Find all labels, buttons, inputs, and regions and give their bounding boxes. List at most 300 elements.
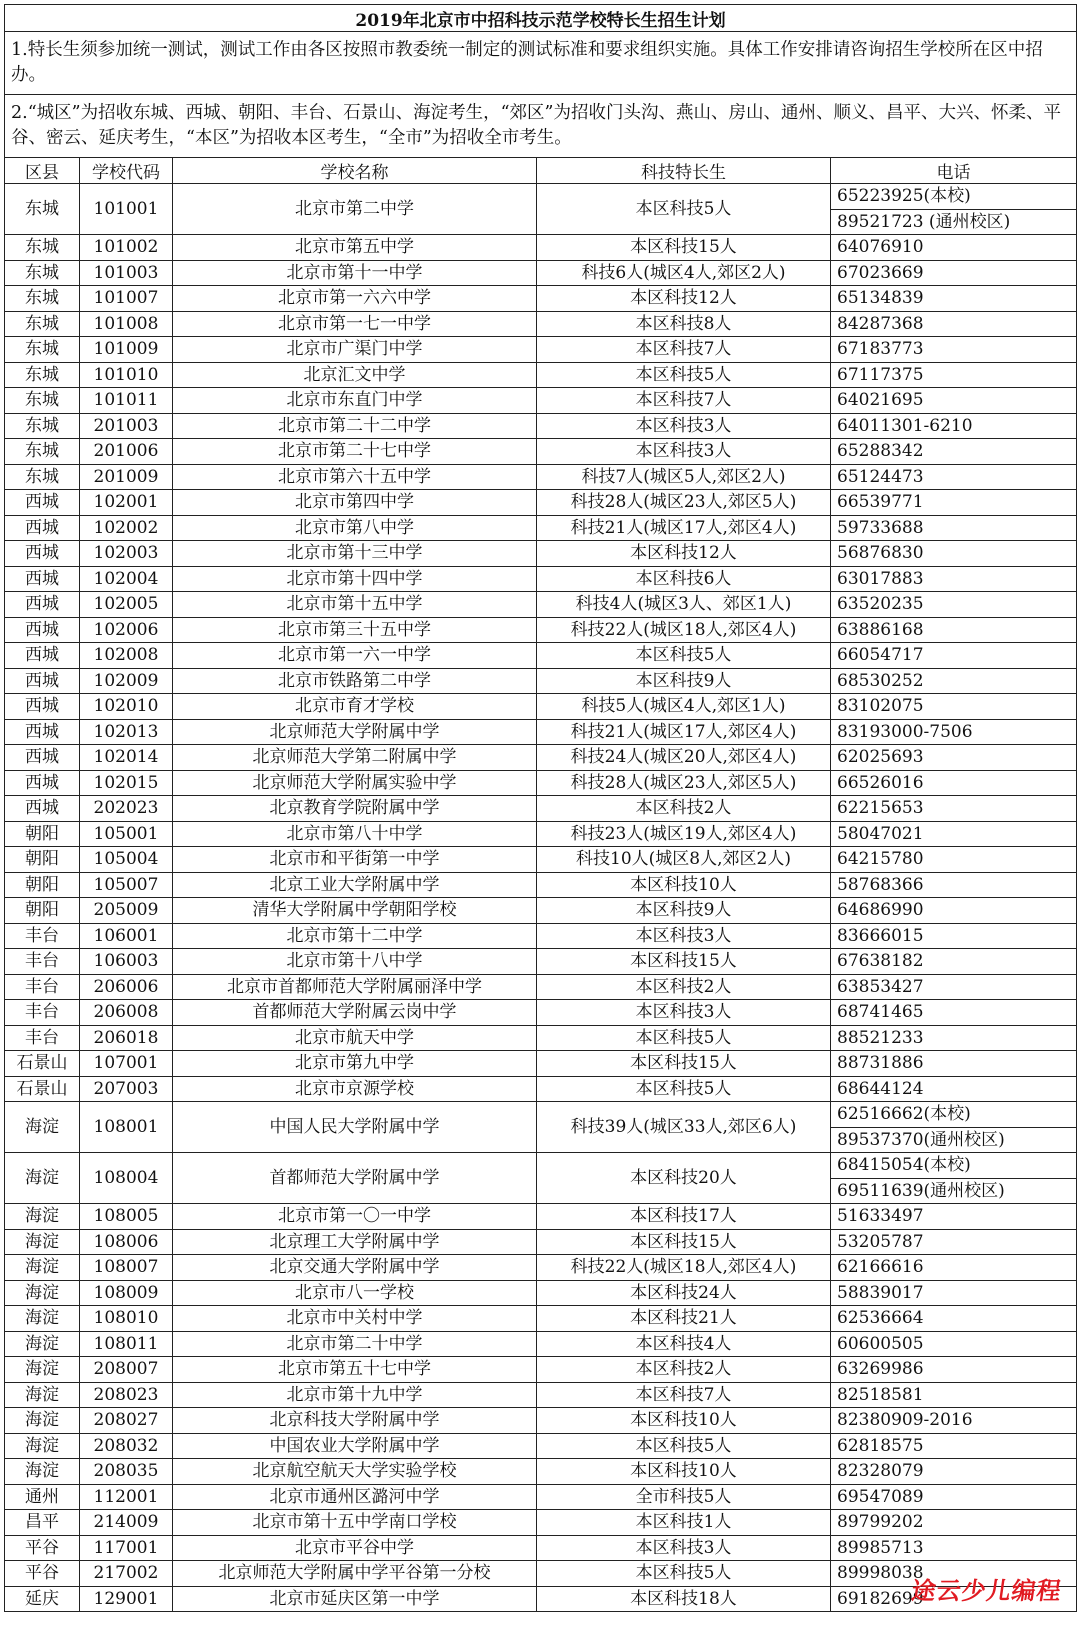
cell-phone: 69511639(通州校区) [831, 1178, 1077, 1204]
cell-school-code: 206018 [80, 1025, 173, 1051]
cell-district: 海淀 [5, 1382, 80, 1408]
cell-phone: 66526016 [831, 770, 1077, 796]
cell-school-name: 北京市第十四中学 [173, 566, 537, 592]
cell-school-code: 102005 [80, 592, 173, 618]
cell-school-name: 北京市第四中学 [173, 490, 537, 516]
cell-phone: 58839017 [831, 1280, 1077, 1306]
table-row [5, 1306, 1077, 1332]
table-row [5, 311, 1077, 337]
table-row [5, 1459, 1077, 1485]
cell-tech-quota: 本区科技24人 [537, 1280, 831, 1306]
cell-school-name: 北京市第三十五中学 [173, 617, 537, 643]
cell-phone: 89985713 [831, 1535, 1077, 1561]
table-row [5, 1102, 1077, 1128]
header-phone: 电话 [831, 158, 1077, 184]
cell-tech-quota: 本区科技5人 [537, 1025, 831, 1051]
cell-district: 海淀 [5, 1433, 80, 1459]
table-row [5, 566, 1077, 592]
cell-school-code: 101010 [80, 362, 173, 388]
cell-school-code: 102008 [80, 643, 173, 669]
cell-school-name: 北京师范大学第二附属中学 [173, 745, 537, 771]
cell-school-code: 108001 [80, 1102, 173, 1153]
cell-school-code: 201009 [80, 464, 173, 490]
cell-district: 东城 [5, 362, 80, 388]
cell-school-name: 北京市第十二中学 [173, 923, 537, 949]
table-row [5, 1535, 1077, 1561]
cell-school-name: 北京教育学院附属中学 [173, 796, 537, 822]
table-row [5, 337, 1077, 363]
table-row [5, 413, 1077, 439]
page-title: 2019年北京市中招科技示范学校特长生招生计划 [5, 5, 1077, 32]
cell-phone: 60600505 [831, 1331, 1077, 1357]
cell-school-code: 108006 [80, 1229, 173, 1255]
cell-tech-quota: 本区科技20人 [537, 1153, 831, 1204]
cell-school-code: 201006 [80, 439, 173, 465]
cell-district: 西城 [5, 617, 80, 643]
table-row [5, 668, 1077, 694]
cell-phone: 65288342 [831, 439, 1077, 465]
table-row [5, 770, 1077, 796]
cell-tech-quota: 本区科技2人 [537, 974, 831, 1000]
cell-school-code: 108007 [80, 1255, 173, 1281]
cell-school-name: 北京市和平街第一中学 [173, 847, 537, 873]
cell-tech-quota: 科技6人(城区4人,郊区2人) [537, 260, 831, 286]
cell-school-name: 北京市第十一中学 [173, 260, 537, 286]
cell-district: 海淀 [5, 1102, 80, 1153]
cell-school-code: 101009 [80, 337, 173, 363]
cell-school-code: 208032 [80, 1433, 173, 1459]
cell-district: 海淀 [5, 1408, 80, 1434]
cell-phone: 62215653 [831, 796, 1077, 822]
cell-phone: 59733688 [831, 515, 1077, 541]
cell-school-name: 北京市第九中学 [173, 1051, 537, 1077]
cell-school-code: 214009 [80, 1510, 173, 1536]
table-row [5, 1510, 1077, 1536]
cell-school-name: 中国人民大学附属中学 [173, 1102, 537, 1153]
cell-school-code: 201003 [80, 413, 173, 439]
cell-district: 西城 [5, 719, 80, 745]
cell-tech-quota: 本区科技5人 [537, 1076, 831, 1102]
header-school-name: 学校名称 [173, 158, 537, 184]
cell-tech-quota: 科技22人(城区18人,郊区4人) [537, 617, 831, 643]
table-row [5, 643, 1077, 669]
cell-school-code: 101008 [80, 311, 173, 337]
cell-school-name: 北京市东直门中学 [173, 388, 537, 414]
table-row [5, 1051, 1077, 1077]
cell-district: 延庆 [5, 1586, 80, 1612]
cell-phone: 58047021 [831, 821, 1077, 847]
cell-tech-quota: 本区科技7人 [537, 337, 831, 363]
cell-phone: 63886168 [831, 617, 1077, 643]
cell-phone: 63269986 [831, 1357, 1077, 1383]
cell-tech-quota: 本区科技15人 [537, 1051, 831, 1077]
table-row [5, 617, 1077, 643]
cell-district: 朝阳 [5, 898, 80, 924]
header-tech-quota: 科技特长生 [537, 158, 831, 184]
table-row [5, 1331, 1077, 1357]
cell-phone: 88521233 [831, 1025, 1077, 1051]
table-row [5, 1025, 1077, 1051]
cell-district: 东城 [5, 439, 80, 465]
cell-phone: 63017883 [831, 566, 1077, 592]
cell-tech-quota: 本区科技10人 [537, 1459, 831, 1485]
cell-school-code: 105007 [80, 872, 173, 898]
table-row [5, 1229, 1077, 1255]
cell-school-name: 北京市铁路第二中学 [173, 668, 537, 694]
cell-phone: 64021695 [831, 388, 1077, 414]
cell-district: 石景山 [5, 1076, 80, 1102]
cell-tech-quota: 本区科技1人 [537, 1510, 831, 1536]
cell-district: 朝阳 [5, 821, 80, 847]
table-row [5, 719, 1077, 745]
cell-phone: 64686990 [831, 898, 1077, 924]
table-row [5, 898, 1077, 924]
cell-phone: 53205787 [831, 1229, 1077, 1255]
cell-school-code: 108009 [80, 1280, 173, 1306]
cell-district: 石景山 [5, 1051, 80, 1077]
cell-district: 平谷 [5, 1535, 80, 1561]
table-row [5, 1408, 1077, 1434]
cell-tech-quota: 本区科技3人 [537, 1000, 831, 1026]
cell-school-code: 208023 [80, 1382, 173, 1408]
cell-phone: 88731886 [831, 1051, 1077, 1077]
cell-school-name: 北京市通州区潞河中学 [173, 1484, 537, 1510]
cell-phone: 65124473 [831, 464, 1077, 490]
cell-district: 东城 [5, 413, 80, 439]
cell-tech-quota: 科技22人(城区18人,郊区4人) [537, 1255, 831, 1281]
table-row [5, 1357, 1077, 1383]
cell-school-name: 中国农业大学附属中学 [173, 1433, 537, 1459]
cell-school-name: 北京市航天中学 [173, 1025, 537, 1051]
cell-tech-quota: 本区科技10人 [537, 872, 831, 898]
cell-school-name: 北京科技大学附属中学 [173, 1408, 537, 1434]
cell-district: 东城 [5, 311, 80, 337]
cell-school-code: 105004 [80, 847, 173, 873]
cell-school-name: 北京市广渠门中学 [173, 337, 537, 363]
table-row [5, 1255, 1077, 1281]
cell-school-code: 108005 [80, 1204, 173, 1230]
cell-tech-quota: 科技21人(城区17人,郊区4人) [537, 515, 831, 541]
note-1: 1.特长生须参加统一测试，测试工作由各区按照市教委统一制定的测试标准和要求组织实施。具体工作安排请咨询招生学校所在区中招办。 [5, 32, 1077, 95]
cell-school-name: 北京市第一六六中学 [173, 286, 537, 312]
cell-tech-quota: 本区科技3人 [537, 439, 831, 465]
table-row [5, 541, 1077, 567]
cell-district: 丰台 [5, 1025, 80, 1051]
cell-district: 西城 [5, 694, 80, 720]
cell-phone: 68644124 [831, 1076, 1077, 1102]
cell-phone: 84287368 [831, 311, 1077, 337]
cell-phone: 62025693 [831, 745, 1077, 771]
cell-tech-quota: 本区科技17人 [537, 1204, 831, 1230]
cell-phone: 65134839 [831, 286, 1077, 312]
cell-school-name: 北京市第十三中学 [173, 541, 537, 567]
cell-school-code: 102006 [80, 617, 173, 643]
cell-tech-quota: 本区科技3人 [537, 923, 831, 949]
cell-school-name: 北京工业大学附属中学 [173, 872, 537, 898]
cell-school-name: 北京师范大学附属实验中学 [173, 770, 537, 796]
cell-tech-quota: 科技39人(城区33人,郊区6人) [537, 1102, 831, 1153]
cell-district: 西城 [5, 490, 80, 516]
cell-phone: 89799202 [831, 1510, 1077, 1536]
cell-school-code: 102010 [80, 694, 173, 720]
cell-school-code: 102009 [80, 668, 173, 694]
table-row [5, 260, 1077, 286]
cell-school-name: 北京市第一七一中学 [173, 311, 537, 337]
cell-school-name: 北京市第二十七中学 [173, 439, 537, 465]
cell-tech-quota: 科技5人(城区4人,郊区1人) [537, 694, 831, 720]
cell-tech-quota: 本区科技9人 [537, 668, 831, 694]
cell-phone: 68530252 [831, 668, 1077, 694]
cell-tech-quota: 本区科技5人 [537, 184, 831, 235]
cell-district: 东城 [5, 286, 80, 312]
cell-district: 海淀 [5, 1331, 80, 1357]
table-row [5, 974, 1077, 1000]
enrollment-plan-table [4, 4, 1077, 1612]
cell-phone: 67023669 [831, 260, 1077, 286]
cell-phone: 89998038 [831, 1561, 1077, 1587]
table-row [5, 515, 1077, 541]
cell-school-name: 首都师范大学附属云岗中学 [173, 1000, 537, 1026]
cell-district: 西城 [5, 668, 80, 694]
table-row [5, 1280, 1077, 1306]
cell-school-name: 北京市第二十中学 [173, 1331, 537, 1357]
cell-school-code: 102004 [80, 566, 173, 592]
cell-district: 西城 [5, 566, 80, 592]
cell-district: 东城 [5, 337, 80, 363]
table-row [5, 923, 1077, 949]
cell-school-code: 101001 [80, 184, 173, 235]
cell-school-code: 101007 [80, 286, 173, 312]
cell-phone: 63853427 [831, 974, 1077, 1000]
table-row [5, 1433, 1077, 1459]
cell-district: 西城 [5, 515, 80, 541]
cell-school-name: 首都师范大学附属中学 [173, 1153, 537, 1204]
table-row [5, 1382, 1077, 1408]
cell-district: 昌平 [5, 1510, 80, 1536]
cell-school-code: 108011 [80, 1331, 173, 1357]
cell-school-code: 102015 [80, 770, 173, 796]
cell-phone: 69547089 [831, 1484, 1077, 1510]
cell-phone: 89537370(通州校区) [831, 1127, 1077, 1153]
cell-district: 朝阳 [5, 872, 80, 898]
cell-school-name: 北京市第二中学 [173, 184, 537, 235]
cell-school-code: 102013 [80, 719, 173, 745]
cell-school-name: 北京理工大学附属中学 [173, 1229, 537, 1255]
cell-phone: 65223925(本校) [831, 184, 1077, 210]
cell-school-name: 北京市育才学校 [173, 694, 537, 720]
cell-phone: 82518581 [831, 1382, 1077, 1408]
cell-phone: 66539771 [831, 490, 1077, 516]
table-row [5, 490, 1077, 516]
cell-tech-quota: 科技21人(城区17人,郊区4人) [537, 719, 831, 745]
cell-school-name: 北京市第八中学 [173, 515, 537, 541]
note-2: 2.“城区”为招收东城、西城、朝阳、丰台、石景山、海淀考生，“郊区”为招收门头沟、燕山、房山、通州、顺义、昌平、大兴、怀柔、平谷、密云、延庆考生，“本区”为招收本区考生，“全市”为招收全市考生。 [5, 95, 1077, 158]
cell-district: 东城 [5, 464, 80, 490]
cell-district: 丰台 [5, 949, 80, 975]
cell-district: 平谷 [5, 1561, 80, 1587]
header-district: 区县 [5, 158, 80, 184]
cell-school-code: 107001 [80, 1051, 173, 1077]
cell-school-name: 北京市第一六一中学 [173, 643, 537, 669]
cell-tech-quota: 全市科技5人 [537, 1484, 831, 1510]
cell-school-name: 北京市第五中学 [173, 235, 537, 261]
cell-school-code: 101002 [80, 235, 173, 261]
cell-tech-quota: 本区科技15人 [537, 235, 831, 261]
table-row [5, 1000, 1077, 1026]
cell-phone: 82328079 [831, 1459, 1077, 1485]
cell-phone: 56876830 [831, 541, 1077, 567]
cell-tech-quota: 本区科技4人 [537, 1331, 831, 1357]
cell-district: 西城 [5, 796, 80, 822]
table-row [5, 745, 1077, 771]
cell-phone: 58768366 [831, 872, 1077, 898]
cell-tech-quota: 本区科技12人 [537, 541, 831, 567]
cell-school-name: 北京市八一学校 [173, 1280, 537, 1306]
cell-phone: 62166616 [831, 1255, 1077, 1281]
cell-school-name: 北京市首都师范大学附属丽泽中学 [173, 974, 537, 1000]
cell-school-name: 北京市第六十五中学 [173, 464, 537, 490]
cell-district: 东城 [5, 184, 80, 235]
table-row [5, 362, 1077, 388]
cell-phone: 82380909-2016 [831, 1408, 1077, 1434]
cell-school-name: 北京市京源学校 [173, 1076, 537, 1102]
cell-district: 丰台 [5, 1000, 80, 1026]
cell-tech-quota: 本区科技3人 [537, 413, 831, 439]
cell-phone: 64011301-6210 [831, 413, 1077, 439]
cell-phone: 68415054(本校) [831, 1153, 1077, 1179]
cell-district: 丰台 [5, 974, 80, 1000]
cell-district: 海淀 [5, 1357, 80, 1383]
cell-phone: 66054717 [831, 643, 1077, 669]
cell-district: 海淀 [5, 1255, 80, 1281]
cell-phone: 83666015 [831, 923, 1077, 949]
cell-school-code: 129001 [80, 1586, 173, 1612]
cell-school-name: 北京市第二十二中学 [173, 413, 537, 439]
table-row [5, 694, 1077, 720]
cell-district: 海淀 [5, 1229, 80, 1255]
table-row [5, 1484, 1077, 1510]
cell-phone: 64076910 [831, 235, 1077, 261]
cell-school-code: 208027 [80, 1408, 173, 1434]
cell-school-name: 北京师范大学附属中学平谷第一分校 [173, 1561, 537, 1587]
table-row [5, 592, 1077, 618]
cell-phone: 64215780 [831, 847, 1077, 873]
cell-district: 海淀 [5, 1204, 80, 1230]
cell-tech-quota: 科技7人(城区5人,郊区2人) [537, 464, 831, 490]
cell-phone: 67117375 [831, 362, 1077, 388]
cell-school-code: 206008 [80, 1000, 173, 1026]
cell-school-code: 102003 [80, 541, 173, 567]
cell-phone: 63520235 [831, 592, 1077, 618]
cell-tech-quota: 本区科技12人 [537, 286, 831, 312]
cell-school-name: 北京市第十九中学 [173, 1382, 537, 1408]
watermark-logo: 途云少儿编程 [909, 1577, 1064, 1605]
cell-school-name: 北京交通大学附属中学 [173, 1255, 537, 1281]
cell-school-name: 北京汇文中学 [173, 362, 537, 388]
cell-tech-quota: 本区科技3人 [537, 1535, 831, 1561]
table-row [5, 872, 1077, 898]
cell-school-code: 101011 [80, 388, 173, 414]
cell-tech-quota: 本区科技5人 [537, 1561, 831, 1587]
table-row [5, 1076, 1077, 1102]
cell-school-name: 清华大学附属中学朝阳学校 [173, 898, 537, 924]
cell-tech-quota: 本区科技15人 [537, 949, 831, 975]
cell-district: 海淀 [5, 1459, 80, 1485]
cell-tech-quota: 本区科技7人 [537, 388, 831, 414]
cell-school-name: 北京市中关村中学 [173, 1306, 537, 1332]
cell-school-name: 北京市第十五中学南口学校 [173, 1510, 537, 1536]
cell-tech-quota: 本区科技6人 [537, 566, 831, 592]
cell-school-name: 北京市平谷中学 [173, 1535, 537, 1561]
cell-school-code: 217002 [80, 1561, 173, 1587]
cell-tech-quota: 本区科技5人 [537, 362, 831, 388]
cell-school-name: 北京市第十八中学 [173, 949, 537, 975]
cell-school-code: 208007 [80, 1357, 173, 1383]
table-row [5, 388, 1077, 414]
cell-district: 朝阳 [5, 847, 80, 873]
cell-school-code: 108010 [80, 1306, 173, 1332]
cell-phone: 62536664 [831, 1306, 1077, 1332]
table-row [5, 796, 1077, 822]
cell-district: 海淀 [5, 1153, 80, 1204]
cell-school-code: 102001 [80, 490, 173, 516]
cell-phone: 67183773 [831, 337, 1077, 363]
cell-school-name: 北京市第八十中学 [173, 821, 537, 847]
cell-district: 西城 [5, 592, 80, 618]
cell-tech-quota: 本区科技2人 [537, 1357, 831, 1383]
cell-district: 西城 [5, 745, 80, 771]
cell-tech-quota: 科技23人(城区19人,郊区4人) [537, 821, 831, 847]
cell-district: 东城 [5, 388, 80, 414]
cell-school-code: 202023 [80, 796, 173, 822]
document [4, 4, 1076, 1612]
cell-district: 东城 [5, 235, 80, 261]
table-row [5, 464, 1077, 490]
cell-tech-quota: 科技4人(城区3人、郊区1人) [537, 592, 831, 618]
cell-school-name: 北京航空航天大学实验学校 [173, 1459, 537, 1485]
cell-school-code: 112001 [80, 1484, 173, 1510]
cell-school-code: 106001 [80, 923, 173, 949]
table-header-row [5, 158, 1077, 184]
cell-tech-quota: 本区科技15人 [537, 1229, 831, 1255]
cell-tech-quota: 本区科技5人 [537, 643, 831, 669]
cell-phone: 67638182 [831, 949, 1077, 975]
header-school-code: 学校代码 [80, 158, 173, 184]
table-row [5, 847, 1077, 873]
cell-phone: 69182699 [831, 1586, 1077, 1612]
table-row [5, 184, 1077, 210]
cell-district: 丰台 [5, 923, 80, 949]
cell-tech-quota: 科技10人(城区8人,郊区2人) [537, 847, 831, 873]
table-row [5, 1204, 1077, 1230]
cell-school-code: 208035 [80, 1459, 173, 1485]
cell-school-code: 205009 [80, 898, 173, 924]
cell-district: 东城 [5, 260, 80, 286]
cell-school-code: 105001 [80, 821, 173, 847]
cell-school-name: 北京市第一〇一中学 [173, 1204, 537, 1230]
cell-phone: 62818575 [831, 1433, 1077, 1459]
cell-school-name: 北京市延庆区第一中学 [173, 1586, 537, 1612]
cell-school-code: 207003 [80, 1076, 173, 1102]
cell-school-code: 101003 [80, 260, 173, 286]
cell-phone: 83102075 [831, 694, 1077, 720]
table-row [5, 949, 1077, 975]
cell-district: 海淀 [5, 1306, 80, 1332]
cell-tech-quota: 科技28人(城区23人,郊区5人) [537, 490, 831, 516]
cell-tech-quota: 本区科技8人 [537, 311, 831, 337]
cell-phone: 62516662(本校) [831, 1102, 1077, 1128]
cell-tech-quota: 本区科技21人 [537, 1306, 831, 1332]
